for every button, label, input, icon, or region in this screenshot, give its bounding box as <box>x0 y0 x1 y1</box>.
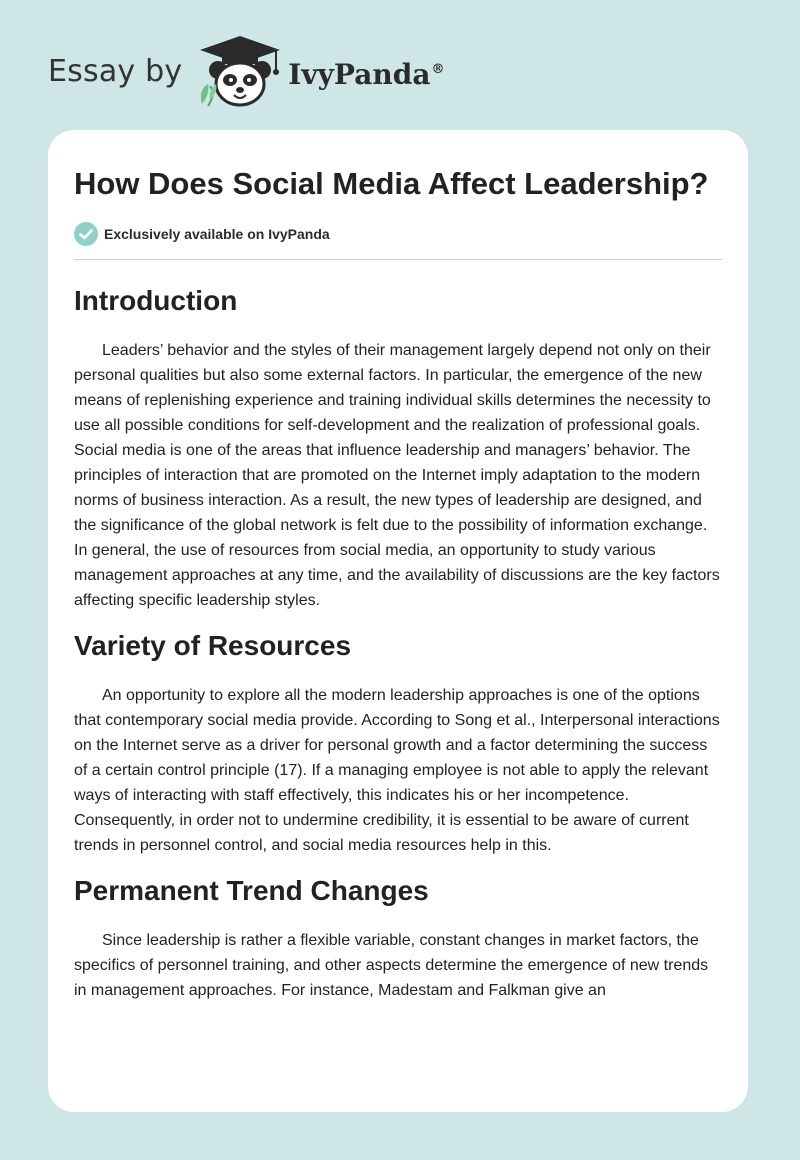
section-paragraph: An opportunity to explore all the modern leadership approaches is one of the options that contemporary social media provide. According to Song et al., Interpersonal interactions on the Internet serve as a driver for personal growth and a factor determining the success of a certain control principle (17). If a managing employee is not able to apply the relevant ways of interacting with staff effectively, this indicates his or her incompetence. Consequently, in order not to undermine credibility, it is essential to be aware of current trends in personnel control, and social media resources help in this. <box>74 687 720 854</box>
essay-title: How Does Social Media Affect Leadership? <box>74 166 709 201</box>
exclusive-badge <box>74 221 722 247</box>
essay-by-label: Essay by <box>48 53 183 89</box>
section-permanent-trend-changes <box>74 874 722 1003</box>
check-circle-icon <box>74 222 98 246</box>
brand-name[interactable] <box>288 58 444 91</box>
section-heading: Permanent Trend Changes <box>74 875 429 906</box>
site-header <box>48 34 444 108</box>
section-paragraph: Leaders’ behavior and the styles of their management largely depend not only on their personal qualities but also some external factors. In particular, the emergence of the new means of replenishing experience and training individual skills determines the necessity to use all possible conditions for self-development and the realization of professional goals. Social media is one of the areas that influence leadership and managers’ behavior. The principles of interaction that are promoted on the Internet imply adaptation to the modern norms of business interaction. As a result, the new types of leadership are designed, and the significance of the global network is felt due to the possibility of information exchange. In general, the use of resources from social media, an opportunity to study various management approaches at any time, and the availability of discussions are the key factors affecting specific leadership styles. <box>74 342 720 609</box>
section-variety-of-resources <box>74 629 722 858</box>
registered-mark: ® <box>431 62 445 78</box>
panda-graduate-logo-icon[interactable] <box>196 34 284 108</box>
section-heading: Introduction <box>74 285 238 316</box>
section-introduction <box>74 284 722 613</box>
essay-card <box>48 130 748 1112</box>
section-paragraph: Since leadership is rather a flexible variable, constant changes in market factors, the specifics of personnel training, and other aspects determine the emergence of new trends in management approaches. For instance, Madestam and Falkman give an <box>74 932 709 999</box>
exclusive-badge-text: Exclusively available on IvyPanda <box>104 226 330 242</box>
brand-name-text: IvyPanda <box>288 57 431 91</box>
section-heading: Variety of Resources <box>74 630 352 661</box>
title-divider <box>74 259 722 260</box>
